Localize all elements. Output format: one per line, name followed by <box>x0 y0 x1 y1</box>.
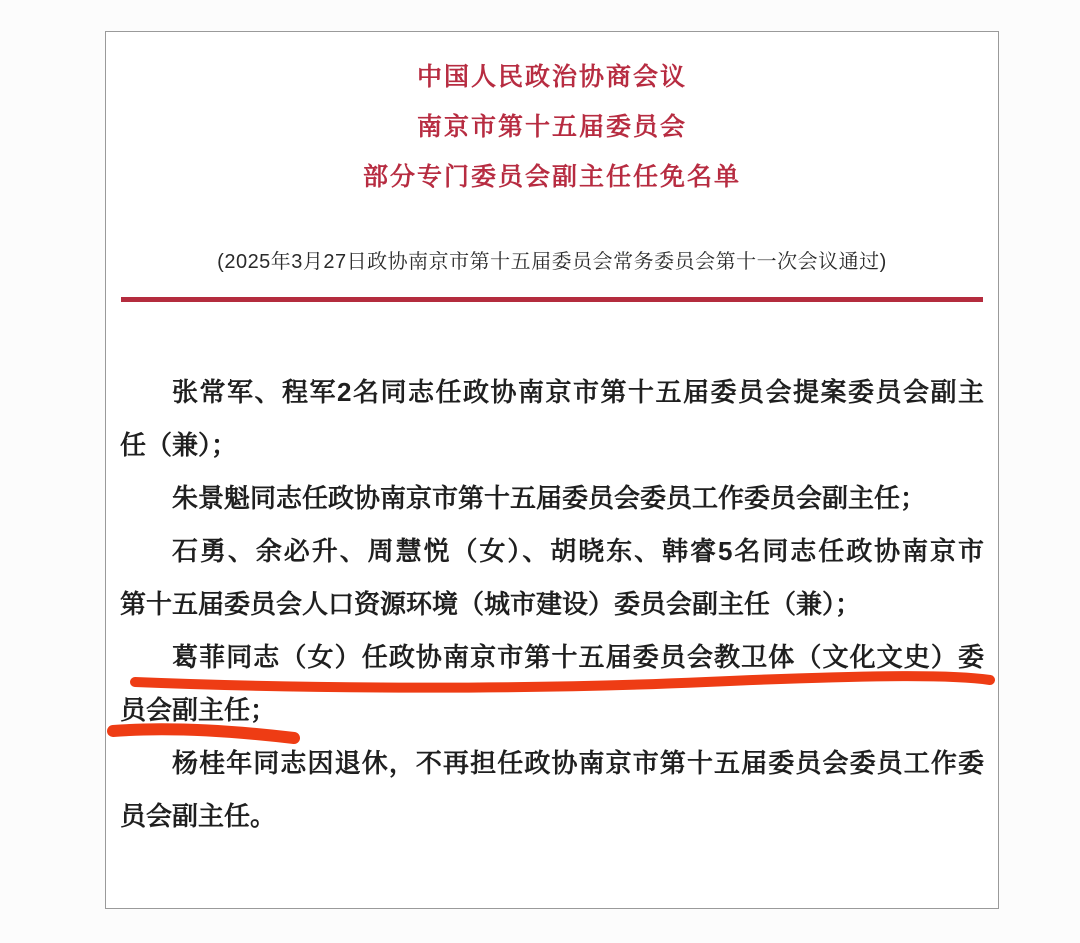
title-line-2: 南京市第十五届委员会 <box>416 113 687 141</box>
body-line body-line-highlighted: 葛菲同志（女）任政协南京市第十五届委员会教卫体（文化文史）委 <box>172 642 984 672</box>
document-page <box>105 31 999 909</box>
title-line-1: 中国人民政治协商会议 <box>416 63 687 91</box>
body-line: 第十五届委员会人口资源环境（城市建设）委员会副主任（兼）； <box>120 589 862 619</box>
red-divider-rule <box>121 297 983 302</box>
body-line: 石勇、余必升、周慧悦（女）、胡晓东、韩睿5名同志任政协南京市 <box>172 536 984 566</box>
title-line-3: 部分专门委员会副主任任免名单 <box>362 163 741 191</box>
adoption-note: (2025年3月27日政协南京市第十五届委员会常务委员会第十一次会议通过) <box>217 251 887 273</box>
body-line: 杨桂年同志因退休，不再担任政协南京市第十五届委员会委员工作委 <box>172 748 984 778</box>
body-line: 员会副主任。 <box>120 801 277 831</box>
document-body <box>120 366 984 843</box>
body-line body-line-highlighted: 员会副主任； <box>120 695 277 725</box>
body-line: 朱景魁同志任政协南京市第十五届委员会委员工作委员会副主任； <box>172 483 927 513</box>
body-line: 任（兼）； <box>120 430 238 460</box>
body-line: 张常军、程军2名同志任政协南京市第十五届委员会提案委员会副主 <box>172 377 984 407</box>
document-title <box>106 52 998 202</box>
